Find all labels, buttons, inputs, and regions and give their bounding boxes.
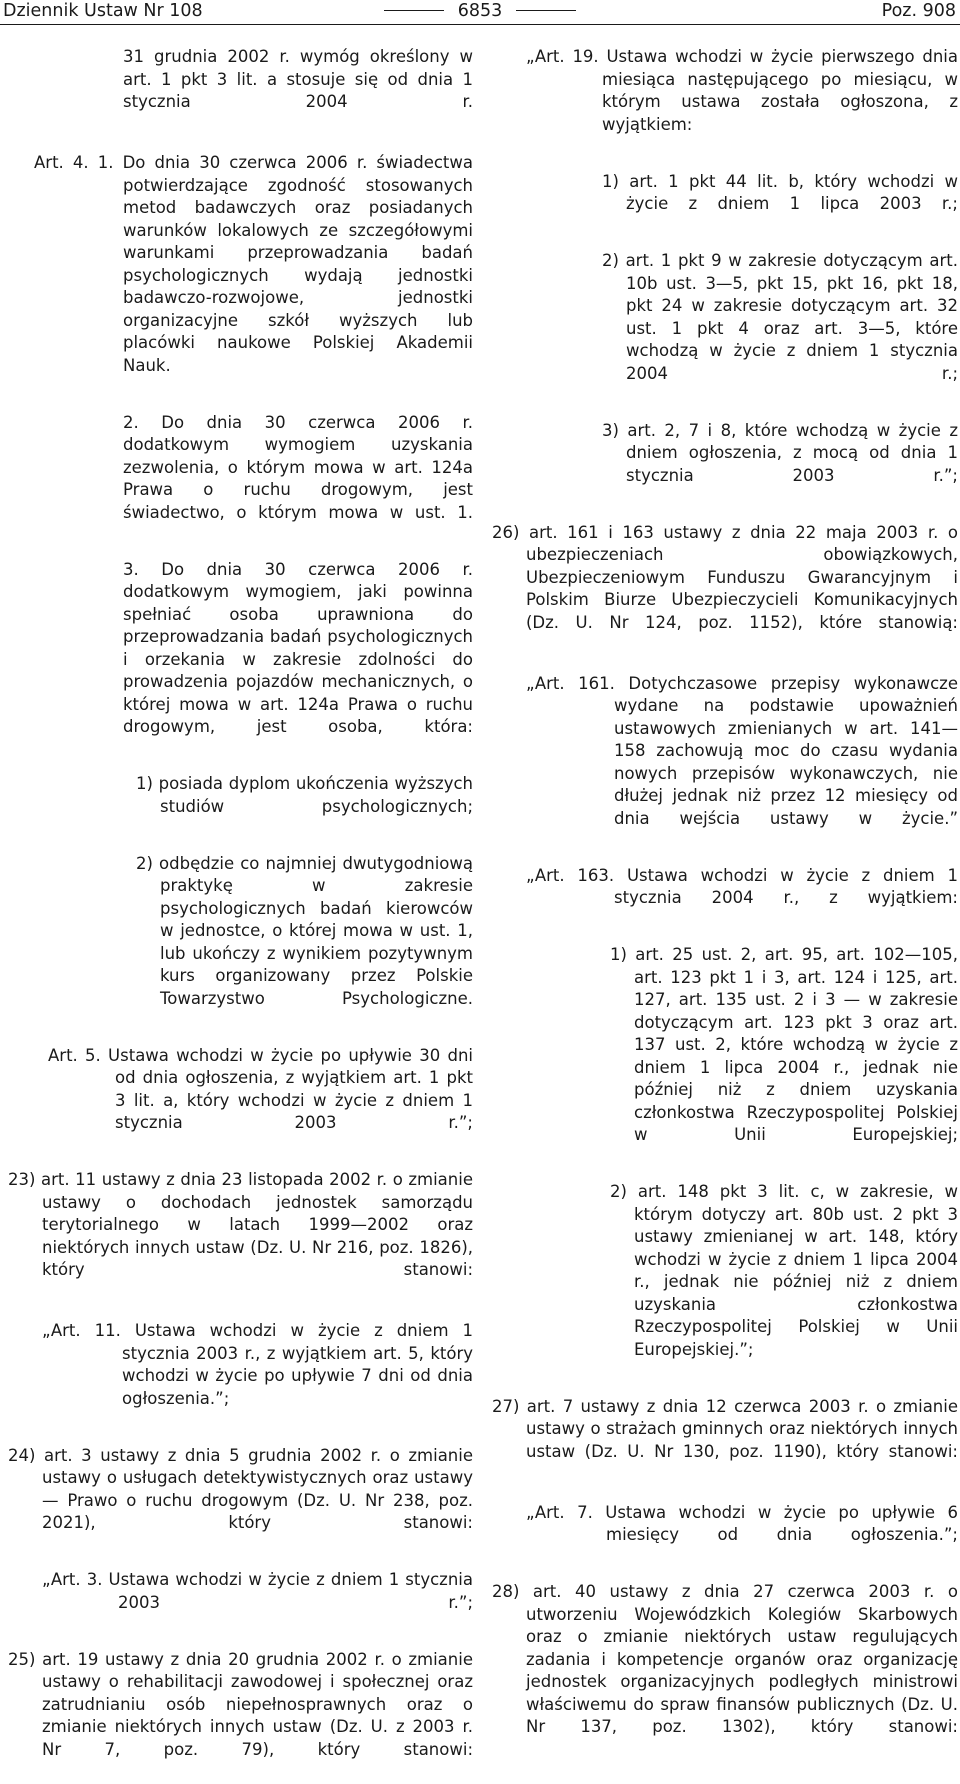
dash-right (516, 10, 576, 11)
page-number-wrap (0, 0, 960, 22)
right-column (492, 46, 958, 1761)
running-header (0, 0, 960, 24)
position-number: Poz. 908 (881, 1, 956, 21)
art4-paragraph-3: 3. Do dnia 30 czerwca 2006 r. dodatkowym wymogiem, jaki powinna spełniać osoba uprawniona do przeprowadzania badań psychologicznych i orzekania w zakresie zdolności do prowadzenia pojazdów mechanicznych, o której mowa w art. 124a Prawa o ruchu drogowym, jest osoba, która: (123, 559, 473, 736)
art4-3-item-1: 1) posiada dyplom ukończenia wyższych studiów psychologicznych; (136, 774, 473, 816)
art19-item-3: 3) art. 2, 7 i 8, które wchodzą w życie z dniem ogłoszenia, z mocą od dnia 1 stycznia 2003 r.”; (602, 420, 958, 485)
item-28: 28) art. 40 ustawy z dnia 27 czerwca 2003 r. o utworzeniu Wojewódzkich Kolegiów Skarbowych oraz o zmianie niektórych ustaw regulujących zadania i kompetencje organów oraz organizację jednostek organizacyjnych podległych ministrowi właściwemu do spraw finansów publicznych (Dz. U. Nr 137, poz. 1302), który stanowi: (492, 1582, 958, 1736)
dash-left (384, 10, 444, 11)
item-24: 24) art. 3 ustawy z dnia 5 grudnia 2002 r. o zmianie ustawy o usługach detektywistycznych oraz ustawy — Prawo o ruchu drogowym (Dz. U. Nr 238, poz. 2021), który stanowi: (8, 1445, 473, 1532)
header-rule (0, 24, 960, 25)
item-23-art11: „Art. 11. Ustawa wchodzi w życie z dniem 1 stycznia 2003 r., z wyjątkiem art. 5, który wchodzi w życie po upływie 7 dni od dnia ogłoszenia.”; (42, 1321, 473, 1408)
item-24-art3: „Art. 3. Ustawa wchodzi w życie z dniem 1 stycznia 2003 r.”; (42, 1570, 473, 1612)
item-27-art7: „Art. 7. Ustawa wchodzi w życie po upływie 6 miesięcy od dnia ogłoszenia.”; (526, 1502, 958, 1544)
art5-paragraph: Art. 5. Ustawa wchodzi w życie po upływie 30 dni od dnia ogłoszenia, z wyjątkiem art. 1 pkt 3 lit. a, który wchodzi w życie z dniem 1 stycznia 2003 r.”; (48, 1045, 473, 1132)
art4-3-item-2: 2) odbędzie co najmniej dwutygodniową praktykę w zakresie psychologicznych badań kierowców w jednostce, o której mowa w ust. 1, lub ukończy z wynikiem pozytywnym kurs organizowany przez Polskie Towarzystwo Psychologiczne. (136, 853, 473, 1008)
art19-item-2: 2) art. 1 pkt 9 w zakresie dotyczącym art. 10b ust. 3—5, pkt 15, pkt 16, pkt 18, pkt 24 w zakresie dotyczącym art. 32 ust. 1 pkt 4 oraz art. 3—5, które wchodzą w życie z dniem 1 stycznia 2004 r.; (602, 251, 958, 383)
item-26: 26) art. 161 i 163 ustawy z dnia 22 maja 2003 r. o ubezpieczeniach obowiązkowych, Ubezpieczeniowym Funduszu Gwarancyjnym i Polskim Biurze Ubezpieczycieli Komunikacyjnych (Dz. U. Nr 124, poz. 1152), które stanowią: (492, 522, 958, 632)
page-number: 6853 (457, 1, 503, 21)
art19-item-1: 1) art. 1 pkt 44 lit. b, który wchodzi w życie z dniem 1 lipca 2003 r.; (602, 171, 958, 213)
art4-1-text: Do dnia 30 czerwca 2006 r. świadectwa potwierdzające zgodność stosowanych metod badawczych oraz posiadanych warunków lokalowych ze szczegółowymi warunkami przeprowadzania badań psychologicznych wydają jednostki badawczo-rozwojowe, jednostki organizacyjne szkół wyższych lub placówki naukowe Polskiej Akademii Nauk. (122, 153, 473, 375)
continuation-paragraph: 31 grudnia 2002 r. wymóg określony w art. 1 pkt 3 lit. a stosuje się od dnia 1 stycznia 2004 r. (123, 47, 473, 111)
art163-paragraph: „Art. 163. Ustawa wchodzi w życie z dniem 1 stycznia 2004 r., z wyjątkiem: (526, 865, 958, 907)
item-27: 27) art. 7 ustawy z dnia 12 czerwca 2003 r. o zmianie ustawy o strażach gminnych oraz niektórych innych ustaw (Dz. U. Nr 130, poz. 1190), który stanowi: (492, 1396, 958, 1461)
left-column (8, 46, 473, 1784)
art4-paragraph-1 (34, 152, 473, 400)
art161-paragraph: „Art. 161. Dotychczasowe przepisy wykonawcze wydane na podstawie upoważnień ustawowych zmienianych w art. 141—158 zachowują moc do czasu wydania nowych przepisów wykonawczych, nie dłużej jednak niż przez 12 miesięcy od dnia wejścia ustawy w życie.” (526, 673, 958, 828)
journal-title: Dziennik Ustaw Nr 108 (3, 1, 203, 21)
item-23: 23) art. 11 ustawy z dnia 23 listopada 2002 r. o zmianie ustawy o dochodach jednostek samorządu terytorialnego w latach 1999—2002 oraz niektórych innych ustaw (Dz. U. Nr 216, poz. 1826), który stanowi: (8, 1170, 473, 1279)
art4-label: Art. 4. 1. (34, 153, 114, 172)
art19-paragraph: „Art. 19. Ustawa wchodzi w życie pierwszego dnia miesiąca następującego po miesiącu, w którym ustawa została ogłoszona, z wyjątkiem: (526, 47, 958, 134)
art163-item-1: 1) art. 25 ust. 2, art. 95, art. 102—105, art. 123 pkt 1 i 3, art. 124 i 125, art. 127, art. 135 ust. 2 i 3 — w zakresie dotyczącym art. 123 pkt 3 oraz art. 137 ust. 2, które wchodzą w życie z dniem 1 lipca 2004 r., jednak nie później niż z dniem uzyskania członkostwa Rzeczypospolitej Polskiej w Unii Europejskiej; (610, 945, 958, 1144)
item-25: 25) art. 19 ustawy z dnia 20 grudnia 2002 r. o zmianie ustawy o rehabilitacji zawodowej i społecznej oraz zatrudnianiu osób niepełnosprawnych oraz o zmianie niektórych innych ustaw (Dz. U. z 2003 r. Nr 7, poz. 79), który stanowi: (8, 1649, 473, 1759)
art163-item-2: 2) art. 148 pkt 3 lit. c, w zakresie, w którym dotyczy art. 80b ust. 2 pkt 3 ustawy zmienianej w art. 148, który wchodzi w życie z dniem 1 lipca 2004 r., jednak nie później niż z dniem uzyskania członkostwa Rzeczypospolitej Polskiej w Unii Europejskiej.”; (610, 1182, 958, 1359)
art4-paragraph-2: 2. Do dnia 30 czerwca 2006 r. dodatkowym wymogiem uzyskania zezwolenia, o którym mowa w art. 124a Prawa o ruchu drogowym, jest świadectwo, o którym mowa w ust. 1. (123, 412, 473, 522)
